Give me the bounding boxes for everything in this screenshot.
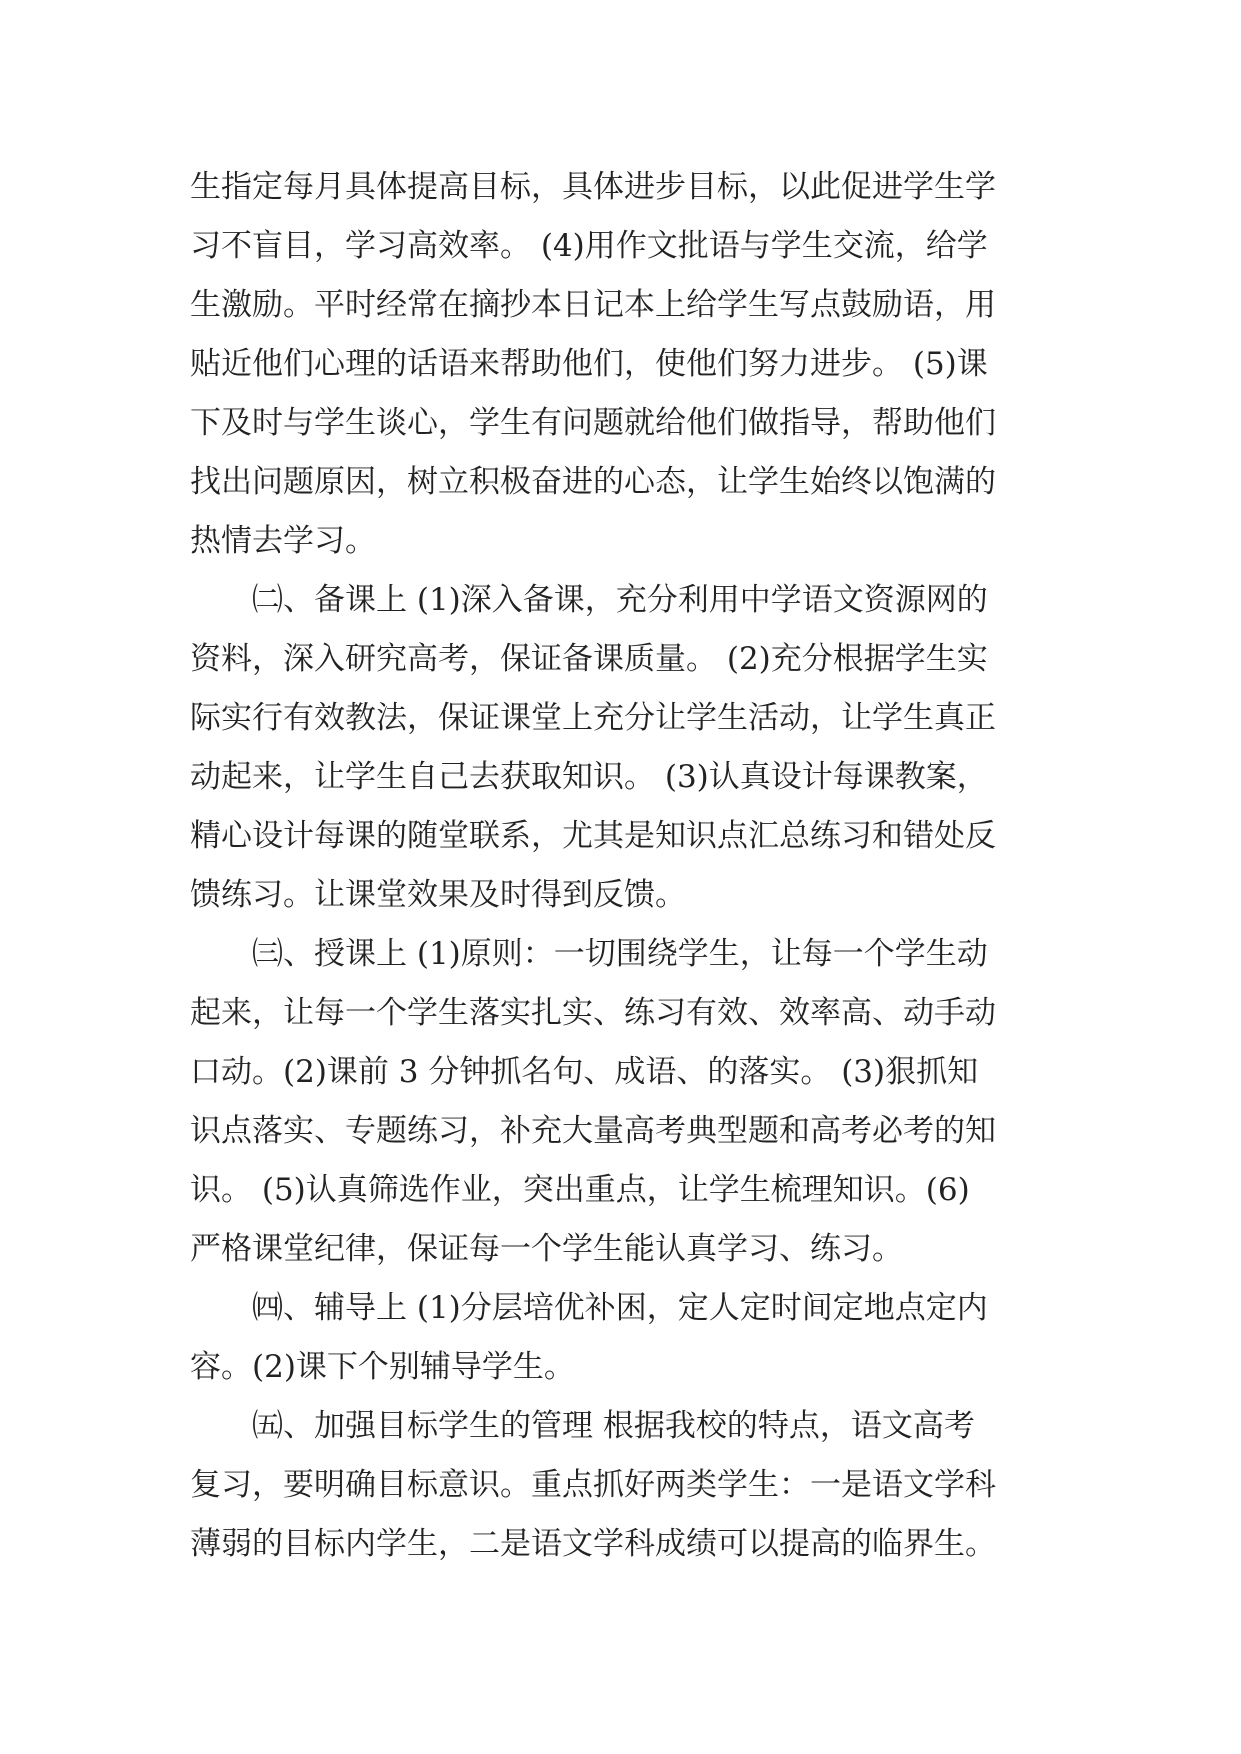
text-line: 动起来，让学生自己去获取知识。 (3)认真设计每课教案， (190, 759, 988, 795)
text-line: 生激励。平时经常在摘抄本日记本上给学生写点鼓励语，用 (190, 287, 996, 323)
text-line: ㈣、辅导上 (1)分层培优补困，定人定时间定地点定内 (252, 1290, 988, 1326)
text-line: 资料，深入研究高考，保证备课质量。 (2)充分根据学生实 (190, 641, 988, 677)
text-line: 复习，要明确目标意识。重点抓好两类学生：一是语文学科 (190, 1467, 996, 1503)
paragraph-tutoring (190, 1279, 1070, 1397)
text-line: 找出问题原因，树立积极奋进的心态，让学生始终以饱满的 (190, 464, 996, 500)
text-line: 际实行有效教法，保证课堂上充分让学生活动，让学生真正 (190, 700, 996, 736)
text-line: 热情去学习。 (190, 523, 376, 559)
text-line: 容。(2)课下个别辅导学生。 (190, 1349, 575, 1385)
paragraph-1 (190, 158, 1070, 571)
text-line: 识点落实、专题练习，补充大量高考典型题和高考必考的知 (190, 1113, 996, 1149)
text-line: 习不盲目，学习高效率。 (4)用作文批语与学生交流，给学 (190, 228, 988, 264)
text-line: ㈡、备课上 (1)深入备课，充分利用中学语文资源网的 (252, 582, 988, 618)
text-line: ㈢、授课上 (1)原则：一切围绕学生，让每一个学生动 (252, 936, 988, 972)
text-line: ㈤、加强目标学生的管理 根据我校的特点，语文高考 (252, 1408, 975, 1444)
text-line: 起来，让每一个学生落实扎实、练习有效、效率高、动手动 (190, 995, 996, 1031)
text-line: 馈练习。让课堂效果及时得到反馈。 (190, 877, 686, 913)
text-line: 贴近他们心理的话语来帮助他们，使他们努力进步。 (5)课 (190, 346, 988, 382)
text-line: 薄弱的目标内学生，二是语文学科成绩可以提高的临界生。 (190, 1526, 996, 1562)
paragraph-target-students (190, 1397, 1070, 1574)
text-line: 精心设计每课的随堂联系，尤其是知识点汇总练习和错处反 (190, 818, 996, 854)
text-line: 口动。(2)课前 3 分钟抓名句、成语、的落实。 (3)狠抓知 (190, 1054, 979, 1090)
text-line: 下及时与学生谈心，学生有问题就给他们做指导，帮助他们 (190, 405, 996, 441)
paragraph-teaching (190, 925, 1070, 1279)
text-line: 识。 (5)认真筛选作业，突出重点，让学生梳理知识。(6) (190, 1172, 970, 1208)
paragraph-lesson-prep (190, 571, 1070, 925)
text-line: 严格课堂纪律，保证每一个学生能认真学习、练习。 (190, 1231, 903, 1267)
body-text (190, 158, 1070, 1574)
text-line: 生指定每月具体提高目标，具体进步目标，以此促进学生学 (190, 169, 996, 205)
